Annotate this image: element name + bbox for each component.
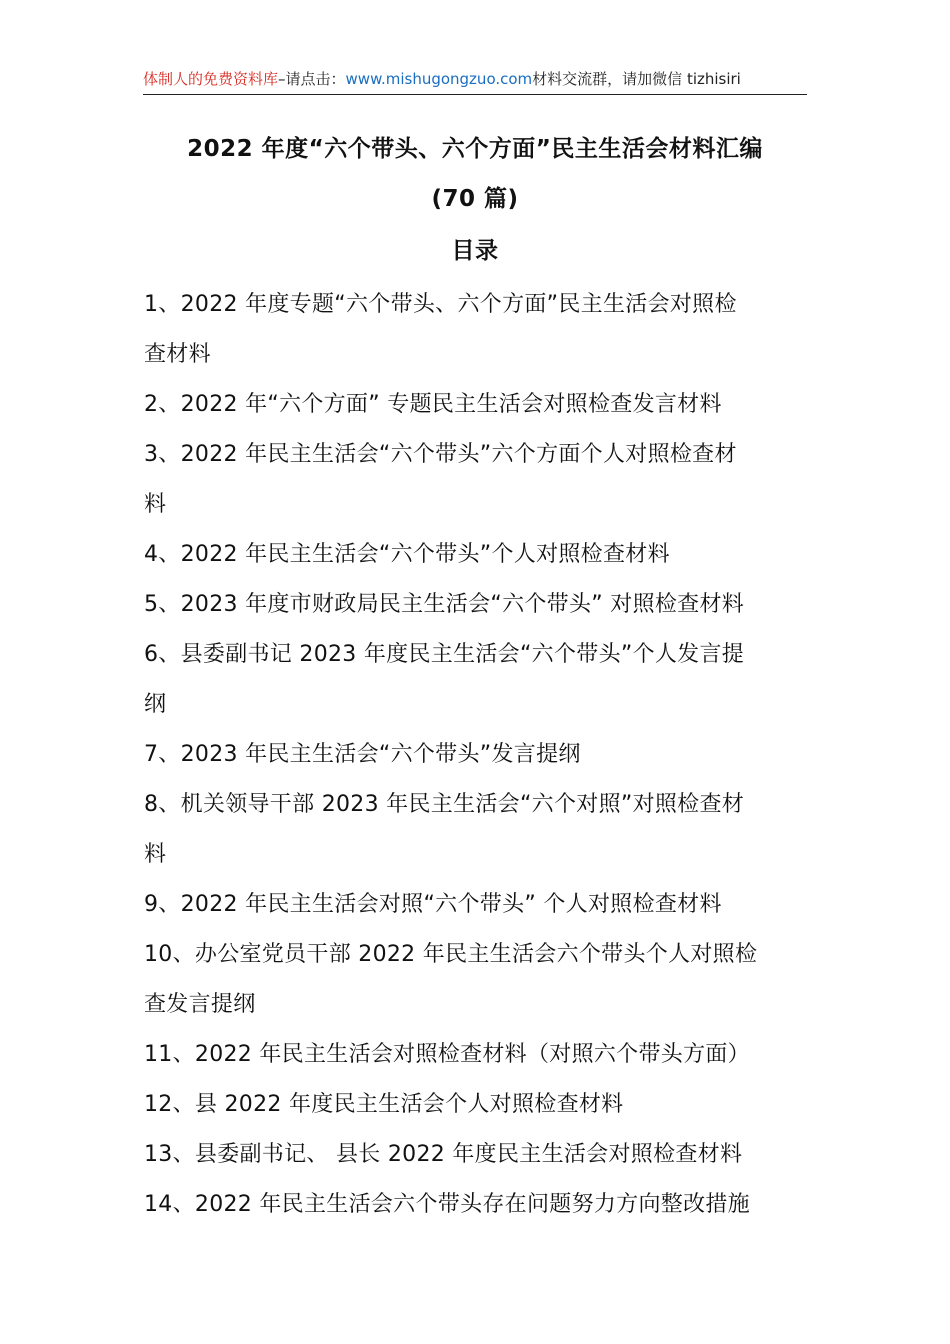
toc-line: 10、办公室党员干部 2022 年民主生活会六个带头个人对照检 [144, 942, 758, 967]
toc-line: 2、2022 年“六个方面” 专题民主生活会对照检查发言材料 [144, 392, 722, 417]
toc-line: 4、2022 年民主生活会“六个带头”个人对照检查材料 [144, 542, 670, 567]
toc-line: 1、2022 年度专题“六个带头、六个方面”民主生活会对照检 [144, 292, 737, 317]
document-title: 2022 年度“六个带头、六个方面”民主生活会材料汇编 [187, 136, 763, 162]
toc-line: 料 [144, 492, 167, 517]
toc-line: 7、2023 年民主生活会“六个带头”发言提纲 [144, 742, 581, 767]
toc-line: 8、机关领导干部 2023 年民主生活会“六个对照”对照检查材 [144, 792, 745, 817]
toc-line: 6、县委副书记 2023 年度民主生活会“六个带头”个人发言提 [144, 642, 745, 667]
toc-line: 查发言提纲 [144, 992, 256, 1017]
toc-line: 13、县委副书记、 县长 2022 年度民主生活会对照检查材料 [144, 1142, 743, 1167]
header-contact: 材料交流群，请加微信 tizhisiri [532, 70, 741, 88]
toc-line: 查材料 [144, 342, 211, 367]
toc-line: 纲 [144, 692, 167, 717]
toc-line: 5、2023 年度市财政局民主生活会“六个带头” 对照检查材料 [144, 592, 745, 617]
table-of-contents [144, 280, 808, 1230]
header-prompt: –请点击： [278, 70, 346, 88]
document-count: (70 篇) [431, 186, 519, 212]
toc-line: 3、2022 年民主生活会“六个带头”六个方面个人对照检查材 [144, 442, 737, 467]
toc-heading: 目录 [451, 238, 499, 264]
header-website-link[interactable]: www.mishugongzuo.com [345, 70, 533, 88]
page-header [143, 68, 807, 95]
toc-line: 11、2022 年民主生活会对照检查材料（对照六个带头方面） [144, 1042, 750, 1067]
header-brand: 体制人的免费资料库 [143, 70, 279, 88]
toc-line: 12、县 2022 年度民主生活会个人对照检查材料 [144, 1092, 624, 1117]
toc-line: 14、2022 年民主生活会六个带头存在问题努力方向整改措施 [144, 1192, 750, 1217]
toc-line: 9、2022 年民主生活会对照“六个带头” 个人对照检查材料 [144, 892, 722, 917]
toc-line: 料 [144, 842, 167, 867]
